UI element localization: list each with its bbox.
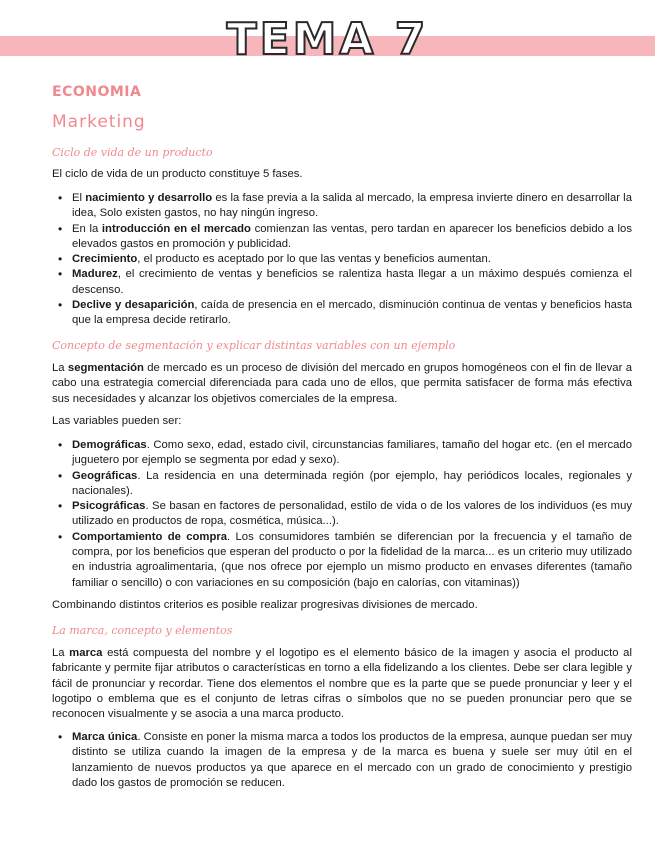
list-item: • Geográficas. La residencia en una determinada región (por ejemplo, hay periódicos locales, regionales y nacionales). (58, 469, 632, 500)
section-heading: ECONOMIA (52, 84, 142, 100)
list-item: • Psicográficas. Se basan en factores de personalidad, estilo de vida o de los valores de los individuos (es muy utilizado en productos de ropa, cosmética, música...). (58, 499, 632, 530)
list-item: • El nacimiento y desarrollo es la fase previa a la salida al mercado, la empresa invierte dinero en desarrollar la idea, Solo existen gastos, no hay ningún ingreso. (58, 191, 632, 222)
list-item: • Declive y desaparición, caída de presencia en el mercado, disminución continua de ventas y beneficios hasta que la empresa decide retirarlo. (58, 298, 632, 329)
segmentacion-paragraph: La segmentación de mercado es un proceso de división del mercado en grupos homogéneos con el fin de llevar a cabo una estrategia comercial diferenciada para cada uno de ellos, que permita satisfacer de forma más efectiva sus necesidades y alcanzar los objetivos comerciales de la empresa. (52, 362, 632, 405)
variables-list (58, 438, 632, 591)
list-item: • Demográficas. Como sexo, edad, estado civil, circunstancias familiares, tamaño del hogar etc. (en el mercado juguetero por ejemplo se segmenta por edad y sexo). (58, 438, 632, 469)
page-title: TEMA 7 (226, 14, 429, 65)
subject-heading: Marketing (52, 112, 146, 132)
ciclo-intro: El ciclo de vida de un producto constituye 5 fases. (52, 168, 303, 180)
ciclo-heading: Ciclo de vida de un producto (52, 146, 213, 159)
ciclo-list (58, 191, 632, 329)
list-item: • Comportamiento de compra. Los consumidores también se diferencian por la frecuencia y el tamaño de compra, por los beneficios que esperan del producto o por la fidelidad de la marca... es un criterio muy utilizado en industria agroalimentaria, (que nos ofrece por ejemplo un mismo producto en envases diferentes (tamaño familiar o sencillo) o con variaciones en su composición (bajo en calorías, con vitaminas)) (58, 530, 632, 591)
list-item: • Madurez, el crecimiento de ventas y beneficios se ralentiza hasta llegar a un máximo después comienza el descenso. (58, 267, 632, 298)
segmentacion-closing: Combinando distintos criterios es posible realizar progresivas divisiones de mercado. (52, 599, 478, 611)
segmentacion-heading: Concepto de segmentación y explicar distintas variables con un ejemplo (52, 339, 456, 352)
marca-list (58, 730, 632, 791)
marca-paragraph: La marca está compuesta del nombre y el logotipo es el elemento básico de la imagen y asocia el producto al fabricante y permite fijar atributos o características en torno a ella fidelizando a los clientes. Debe ser clara legible y fácil de pronunciar y recordar. Tiene dos elementos el nombre que es la parte que se puede pronunciar y leer y el logotipo o emblema que es el conjunto de letras cifras o símbolos que no se pueden pronunciar pero que se reconocen visualmente y se asocia a una marca producto. (52, 647, 632, 721)
list-item: • En la introducción en el mercado comienzan las ventas, pero tardan en aparecer los beneficios debido a los elevados gastos en promoción y publicidad. (58, 222, 632, 253)
variables-intro: Las variables pueden ser: (52, 415, 182, 427)
list-item: • Crecimiento, el producto es aceptado por lo que las ventas y beneficios aumentan. (58, 252, 632, 267)
marca-heading: La marca, concepto y elementos (52, 624, 233, 637)
list-item: • Marca única. Consiste en poner la misma marca a todos los productos de la empresa, aunque puedan ser muy distinto se utiliza cuando la imagen de la empresa y de la marca es buena y suele ser muy útil en el lanzamiento de nuevos productos ya que aparece en el mercado con un grado de conocimiento y prestigio dado los gastos de promoción se reducen. (58, 730, 632, 791)
